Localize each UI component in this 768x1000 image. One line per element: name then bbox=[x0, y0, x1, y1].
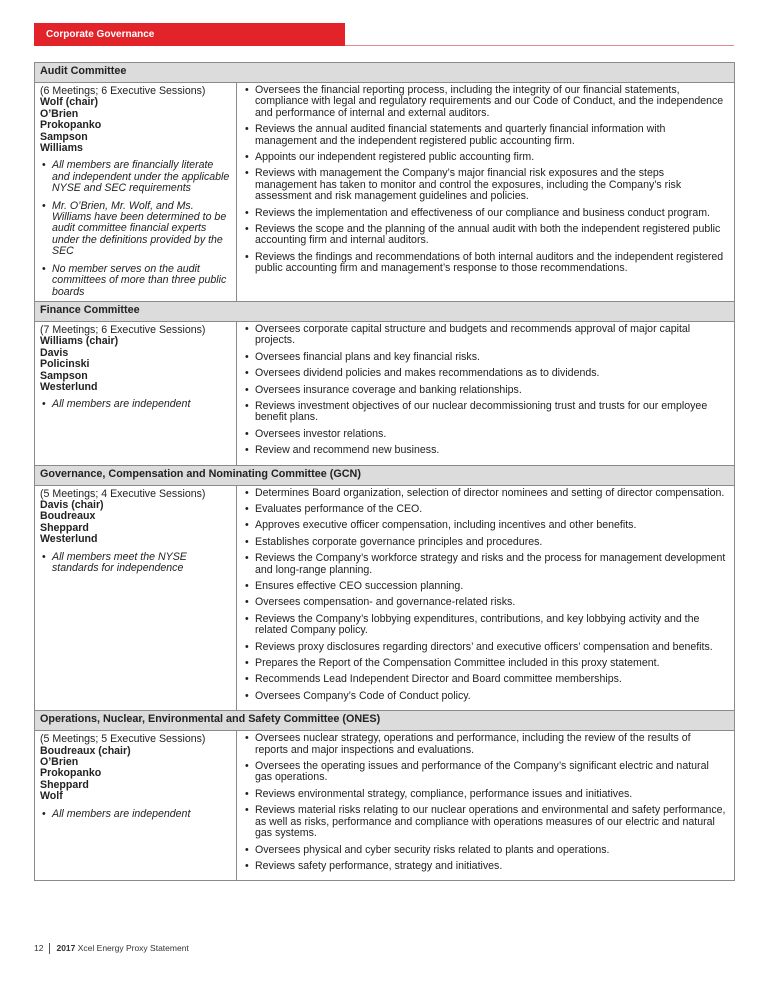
responsibility-item: • Reviews the Company’s lobbying expenditures, contributions, and key lobbying activity and the related Company policy. bbox=[242, 614, 726, 637]
committee-member: Williams (chair) bbox=[40, 335, 119, 348]
membership-note: • No member serves on the audit committees of more than three public boards bbox=[40, 264, 232, 298]
committee-header-row bbox=[35, 465, 735, 485]
responsibility-item: • Oversees nuclear strategy, operations and performance, including the review of the results of reports and major inspections and evaluations. bbox=[242, 733, 726, 756]
responsibility-item: • Approves executive officer compensation, including incentives and other benefits. bbox=[242, 520, 726, 531]
responsibility-list bbox=[242, 488, 726, 703]
responsibility-list bbox=[242, 733, 726, 872]
committee-member: Policinski bbox=[40, 358, 90, 371]
responsibility-item: • Appoints our independent registered public accounting firm. bbox=[242, 152, 726, 163]
committee-responsibilities-cell bbox=[237, 485, 735, 711]
membership-note: • Mr. O’Brien, Mr. Wolf, and Ms. Williams have been determined to be audit committee financial experts under the definitions provided by the SEC bbox=[40, 201, 232, 258]
committee-member: Williams bbox=[40, 142, 83, 155]
responsibility-item: • Review and recommend new business. bbox=[242, 445, 726, 456]
committee-responsibilities-cell bbox=[237, 731, 735, 881]
committee-member: O’Brien bbox=[40, 107, 79, 120]
responsibility-list bbox=[242, 85, 726, 275]
committee-member: Sheppard bbox=[40, 778, 89, 791]
responsibility-item: • Reviews the implementation and effectiveness of our compliance and business conduct program. bbox=[242, 208, 726, 219]
committee-header-row bbox=[35, 301, 735, 321]
responsibility-item: • Reviews material risks relating to our nuclear operations and environmental and safety performance, as well as risks, performance and compliance with operations measures of our electric and natural gas systems. bbox=[242, 805, 726, 839]
responsibility-item: • Evaluates performance of the CEO. bbox=[242, 504, 726, 515]
committee-responsibilities-cell bbox=[237, 83, 735, 302]
responsibility-item: • Ensures effective CEO succession planning. bbox=[242, 581, 726, 592]
responsibility-item: • Oversees Company’s Code of Conduct policy. bbox=[242, 691, 726, 702]
committee-member: Wolf (chair) bbox=[40, 96, 99, 109]
committee-membership-cell bbox=[35, 731, 237, 881]
committee-member: Sampson bbox=[40, 130, 88, 143]
responsibility-item: • Reviews the findings and recommendations of both internal auditors and the independent registered public accounting firm and management’s response to those recommendations. bbox=[242, 252, 726, 275]
committee-member: Sheppard bbox=[40, 521, 89, 534]
committee-membership-cell bbox=[35, 83, 237, 302]
membership-note: • All members are independent bbox=[40, 809, 232, 820]
responsibility-item: • Oversees physical and cyber security risks related to plants and operations. bbox=[242, 845, 726, 856]
meeting-count: (6 Meetings; 6 Executive Sessions) bbox=[40, 85, 206, 97]
footer-doc-title: Xcel Energy Proxy Statement bbox=[77, 943, 189, 953]
committee-table bbox=[34, 62, 735, 881]
responsibility-item: • Oversees the financial reporting process, including the integrity of our financial statements, compliance with legal and regulatory requirements and our Code of Conduct, and the independence and performance of internal and external auditors. bbox=[242, 85, 726, 119]
responsibility-item: • Reviews the Company’s workforce strategy and risks and the process for management development and long-range planning. bbox=[242, 553, 726, 576]
membership-notes bbox=[40, 809, 232, 820]
footer-year: 2017 bbox=[56, 943, 76, 953]
responsibility-item: • Oversees investor relations. bbox=[242, 429, 726, 440]
responsibility-item: • Oversees compensation- and governance-related risks. bbox=[242, 597, 726, 608]
committee-member: Boudreaux (chair) bbox=[40, 744, 131, 757]
committee-member: O’Brien bbox=[40, 756, 79, 769]
membership-note: • All members are financially literate and independent under the applicable NYSE and SEC requirements bbox=[40, 160, 232, 194]
committee-membership-cell bbox=[35, 321, 237, 465]
committee-member: Sampson bbox=[40, 369, 88, 382]
committee-membership-cell bbox=[35, 485, 237, 711]
page-footer bbox=[34, 943, 189, 954]
committee-body-row bbox=[35, 731, 735, 881]
responsibility-item: • Oversees the operating issues and performance of the Company’s significant electric and natural gas operations. bbox=[242, 761, 726, 784]
committee-body-row bbox=[35, 83, 735, 302]
responsibility-item: • Reviews environmental strategy, compliance, performance issues and initiatives. bbox=[242, 789, 726, 800]
meeting-count: (7 Meetings; 6 Executive Sessions) bbox=[40, 323, 206, 336]
committee-title: Audit Committee bbox=[35, 63, 735, 83]
membership-note: • All members are independent bbox=[40, 399, 232, 410]
responsibility-item: • Reviews investment objectives of our nuclear decommissioning trust and trusts for our employee benefit plans. bbox=[242, 401, 726, 424]
responsibility-item: • Oversees corporate capital structure and budgets and recommends approval of major capital projects. bbox=[242, 324, 726, 347]
meeting-count: (5 Meetings; 4 Executive Sessions) bbox=[40, 487, 206, 500]
membership-notes bbox=[40, 160, 232, 297]
responsibility-item: • Oversees financial plans and key financial risks. bbox=[242, 352, 726, 363]
committee-header-row bbox=[35, 711, 735, 731]
committee-responsibilities-cell bbox=[237, 321, 735, 465]
responsibility-item: • Oversees dividend policies and makes recommendations as to dividends. bbox=[242, 368, 726, 379]
committee-member: Westerlund bbox=[40, 533, 98, 546]
committee-member: Davis bbox=[40, 346, 69, 359]
section-label: Corporate Governance bbox=[46, 29, 155, 40]
committee-member: Prokopanko bbox=[40, 119, 102, 132]
committee-title: Finance Committee bbox=[35, 301, 735, 321]
responsibility-item: • Determines Board organization, selection of director nominees and setting of director compensation. bbox=[242, 488, 726, 499]
responsibility-item: • Recommends Lead Independent Director and Board committee memberships. bbox=[242, 674, 726, 685]
committee-body-row bbox=[35, 321, 735, 465]
committee-header-row bbox=[35, 63, 735, 83]
committee-member: Westerlund bbox=[40, 380, 98, 393]
responsibility-item: • Prepares the Report of the Compensation Committee included in this proxy statement. bbox=[242, 658, 726, 669]
footer-divider bbox=[49, 943, 50, 954]
committee-member: Davis (chair) bbox=[40, 498, 104, 511]
responsibility-item: • Reviews safety performance, strategy and initiatives. bbox=[242, 861, 726, 872]
committee-member: Boudreaux bbox=[40, 510, 96, 523]
committee-member: Prokopanko bbox=[40, 767, 102, 780]
page-number: 12 bbox=[34, 943, 44, 953]
committee-title: Governance, Compensation and Nominating Committee (GCN) bbox=[35, 465, 735, 485]
header-rule bbox=[345, 45, 734, 46]
responsibility-item: • Reviews with management the Company’s major financial risk exposures and the steps management has taken to monitor and control the exposures, including the Company’s risk assessment and risk management guidelines and policies. bbox=[242, 168, 726, 202]
responsibility-item: • Reviews proxy disclosures regarding directors’ and executive officers’ compensation and benefits. bbox=[242, 642, 726, 653]
responsibility-item: • Reviews the annual audited financial statements and quarterly financial information with management and the independent registered public accounting firm. bbox=[242, 124, 726, 147]
section-header-bar bbox=[34, 23, 345, 46]
committee-title: Operations, Nuclear, Environmental and Safety Committee (ONES) bbox=[35, 711, 735, 731]
responsibility-item: • Establishes corporate governance principles and procedures. bbox=[242, 537, 726, 548]
responsibility-item: • Oversees insurance coverage and banking relationships. bbox=[242, 385, 726, 396]
responsibility-item: • Reviews the scope and the planning of the annual audit with both the independent registered public accounting firm and internal auditors. bbox=[242, 224, 726, 247]
membership-notes bbox=[40, 552, 232, 575]
committee-member: Wolf bbox=[40, 790, 63, 803]
committee-body-row bbox=[35, 485, 735, 711]
meeting-count: (5 Meetings; 5 Executive Sessions) bbox=[40, 733, 206, 746]
membership-note: • All members meet the NYSE standards for independence bbox=[40, 552, 232, 575]
membership-notes bbox=[40, 399, 232, 410]
responsibility-list bbox=[242, 324, 726, 457]
